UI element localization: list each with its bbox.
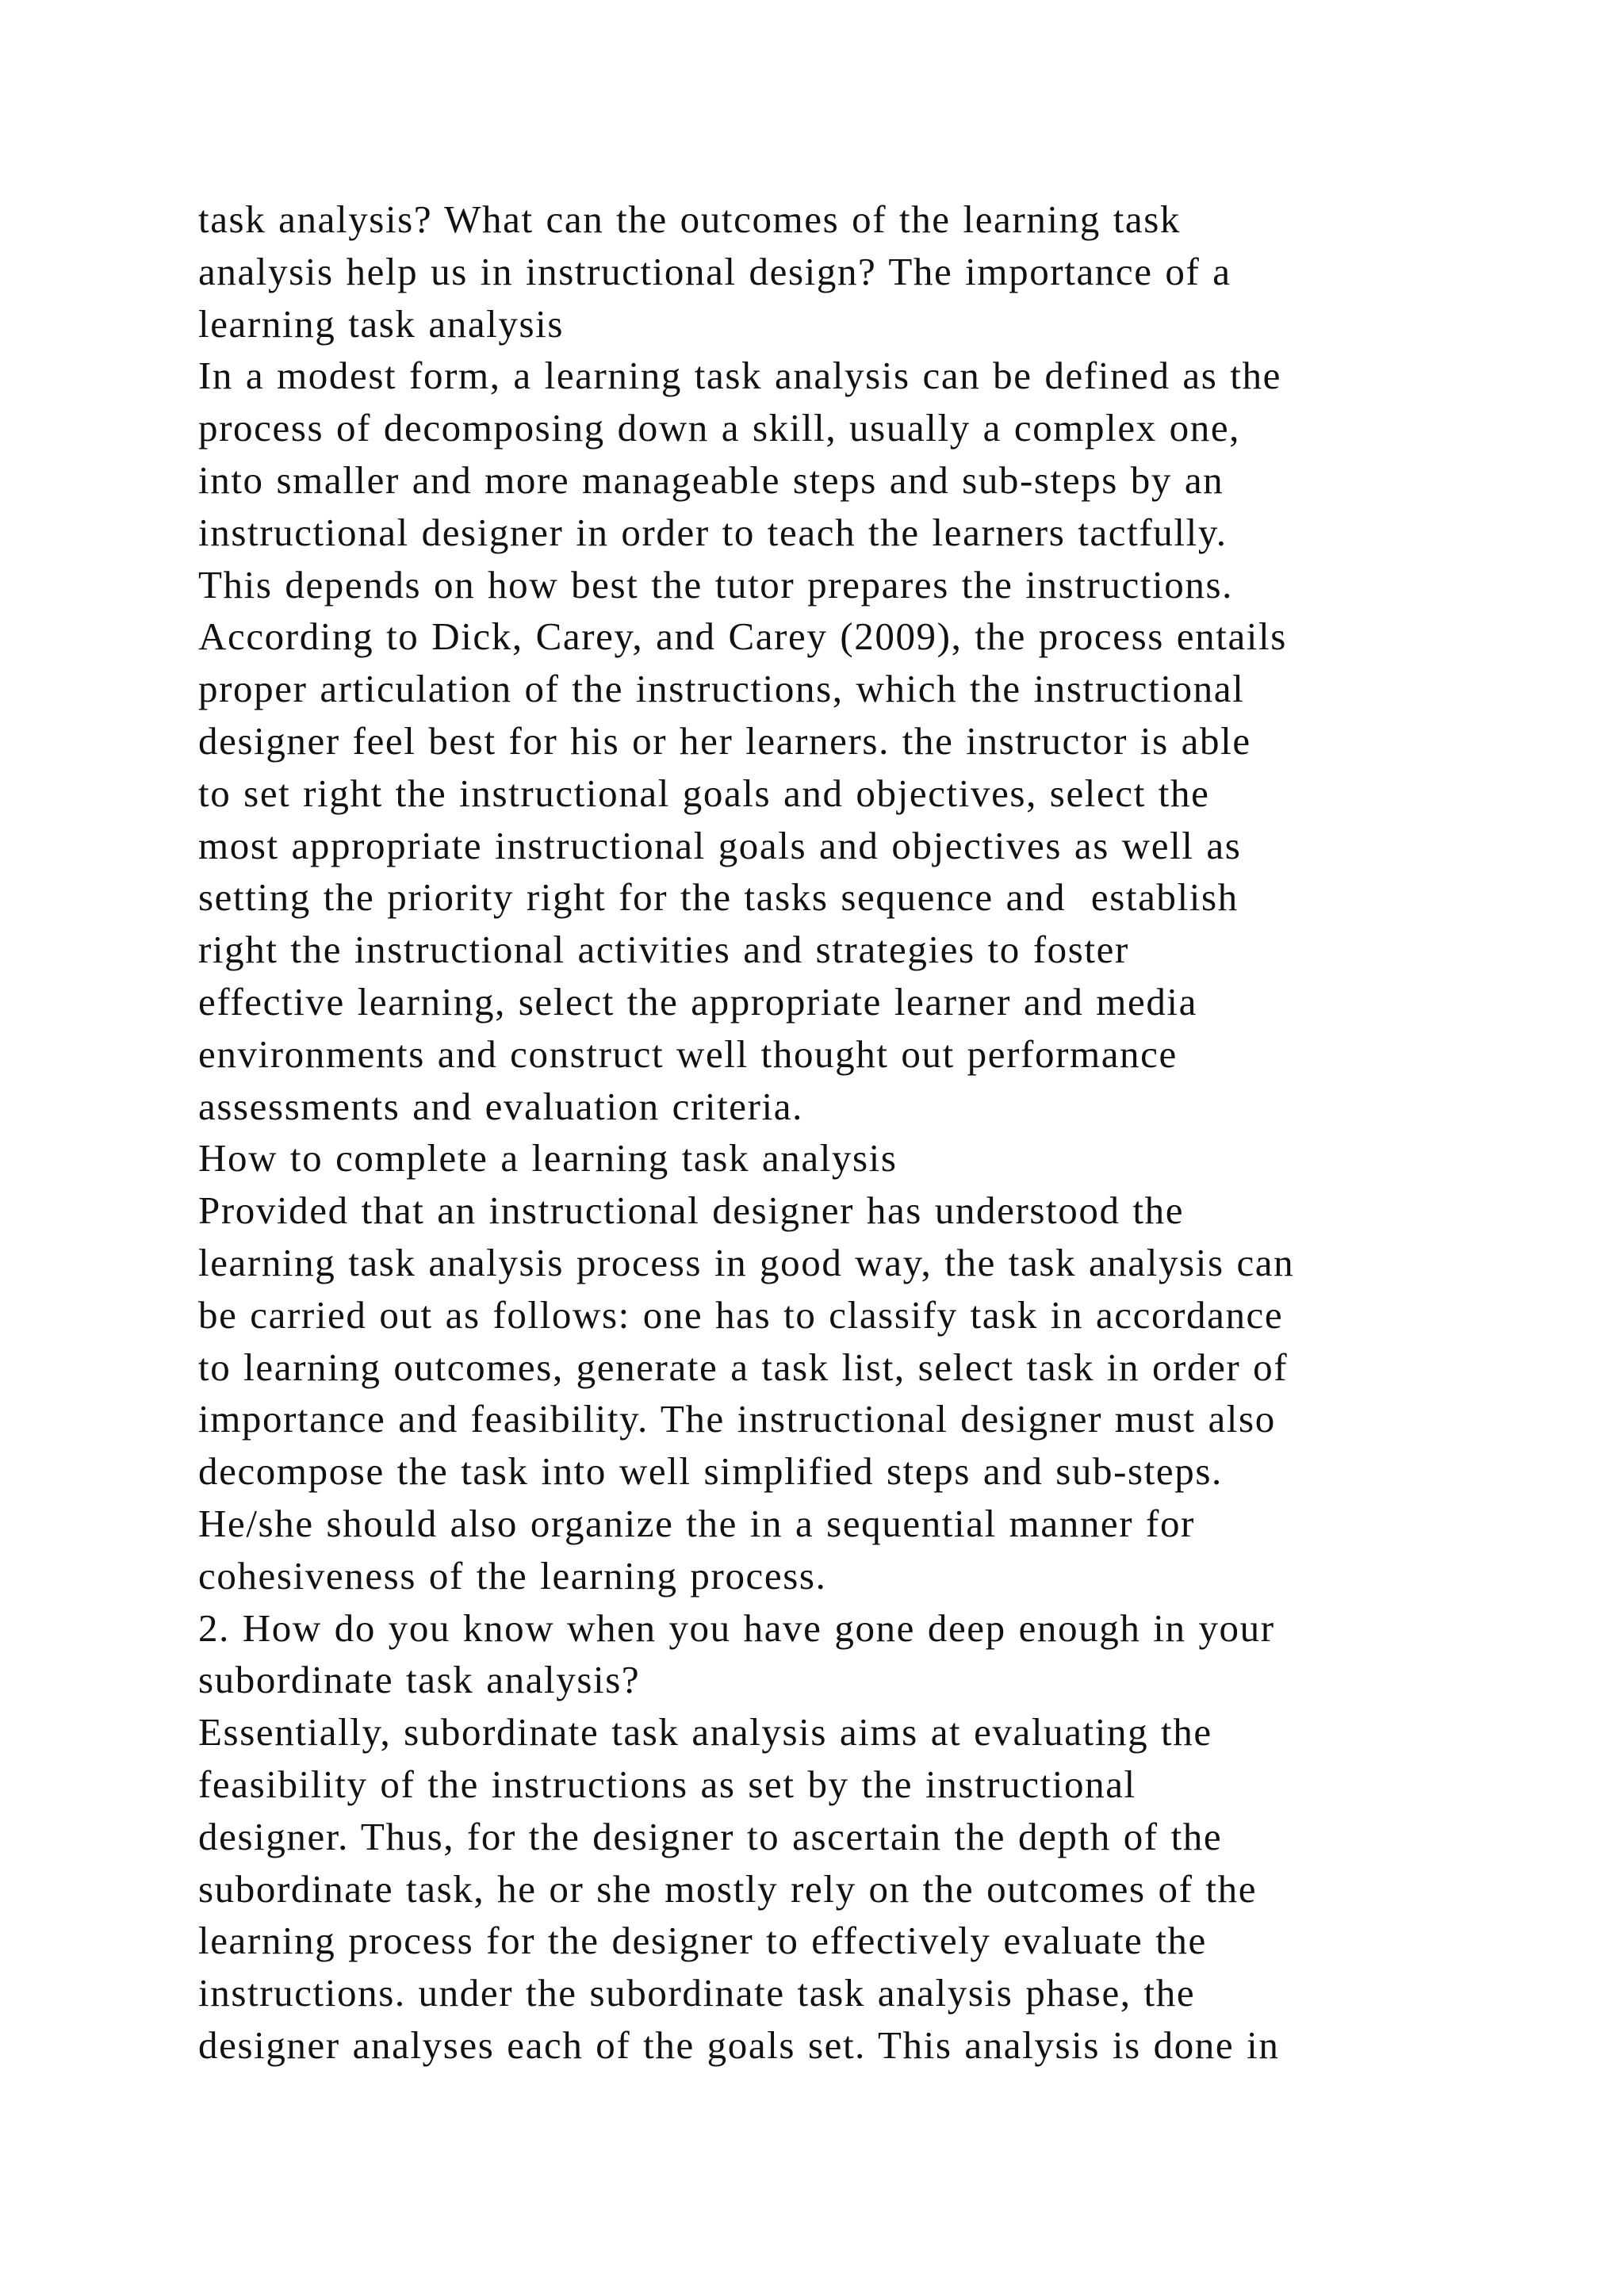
text-line: importance and feasibility. The instructional designer must also: [198, 1397, 1276, 1441]
text-line: In a modest form, a learning task analysis can be defined as the: [198, 354, 1281, 398]
text-line: process of decomposing down a skill, usually a complex one,: [198, 406, 1241, 450]
text-line: He/she should also organize the in a sequential manner for: [198, 1501, 1195, 1545]
text-line: According to Dick, Carey, and Carey (2009), the process entails: [198, 614, 1287, 659]
text-line: designer analyses each of the goals set. This analysis is done in: [198, 2022, 1280, 2067]
text-line: Provided that an instructional designer has understood the: [198, 1188, 1185, 1233]
text-line: environments and construct well thought out performance: [198, 1031, 1178, 1076]
text-line: decompose the task into well simplified steps and sub-steps.: [198, 1449, 1223, 1494]
text-line: right the instructional activities and strategies to foster: [198, 928, 1129, 972]
text-line: assessments and evaluation criteria.: [198, 1084, 803, 1128]
text-line: Essentially, subordinate task analysis aims at evaluating the: [198, 1710, 1212, 1755]
text-line: subordinate task, he or she mostly rely on the outcomes of the: [198, 1866, 1258, 1911]
text-line: This depends on how best the tutor prepares the instructions.: [198, 562, 1233, 607]
text-line: proper articulation of the instructions, which the instructional: [198, 667, 1245, 711]
text-line: analysis help us in instructional design? The importance of a: [198, 249, 1231, 293]
text-line: How to complete a learning task analysis: [198, 1136, 898, 1181]
text-line: instructions. under the subordinate task analysis phase, the: [198, 1971, 1196, 2015]
text-line: to set right the instructional goals and objectives, select the: [198, 771, 1210, 815]
document-body: [198, 193, 1530, 2072]
text-line: effective learning, select the appropriate learner and media: [198, 979, 1197, 1024]
text-line: 2. How do you know when you have gone deep enough in your: [198, 1605, 1275, 1650]
text-line: designer feel best for his or her learners. the instructor is able: [198, 718, 1251, 763]
text-line: be carried out as follows: one has to classify task in accordance: [198, 1292, 1284, 1337]
text-line: most appropriate instructional goals and objectives as well as: [198, 823, 1242, 867]
text-line: setting the priority right for the tasks sequence and establish: [198, 875, 1239, 920]
text-line: task analysis? What can the outcomes of the learning task: [198, 197, 1182, 241]
text-line: into smaller and more manageable steps and sub-steps by an: [198, 457, 1224, 502]
text-line: learning task analysis process in good way, the task analysis can: [198, 1240, 1295, 1284]
text-line: instructional designer in order to teach the learners tactfully.: [198, 510, 1228, 554]
text-line: designer. Thus, for the designer to ascertain the depth of the: [198, 1814, 1223, 1858]
text-line: feasibility of the instructions as set by the instructional: [198, 1762, 1136, 1806]
text-line: to learning outcomes, generate a task list, select task in order of: [198, 1345, 1289, 1389]
text-line: subordinate task analysis?: [198, 1658, 641, 1702]
text-line: cohesiveness of the learning process.: [198, 1553, 827, 1598]
text-line: learning process for the designer to effectively evaluate the: [198, 1919, 1207, 1963]
text-line: learning task analysis: [198, 301, 565, 346]
